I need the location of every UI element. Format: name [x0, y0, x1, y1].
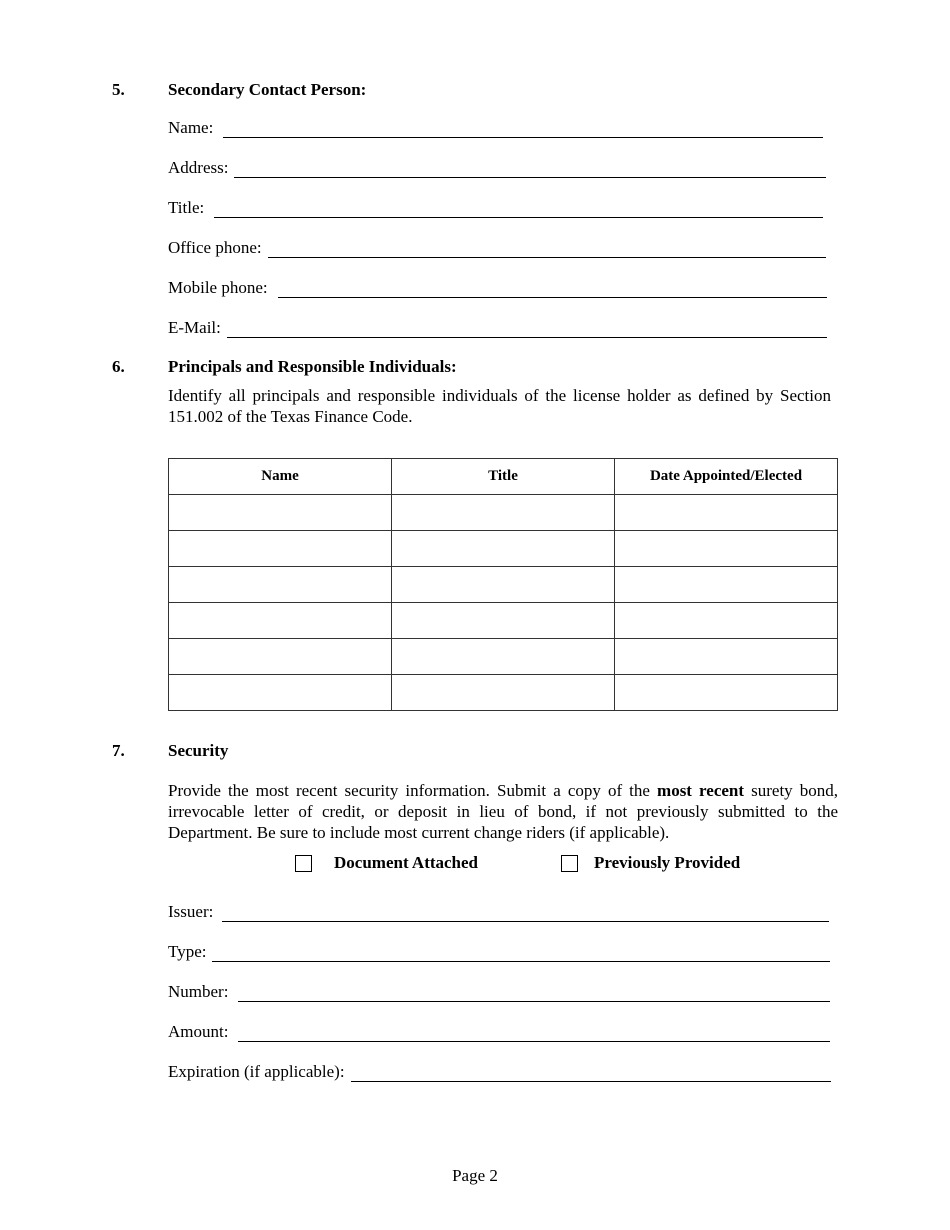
- section-5-number: 5.: [112, 80, 125, 99]
- issuer-label: Issuer:: [168, 902, 214, 921]
- email-line[interactable]: [227, 319, 827, 338]
- table-row: [169, 567, 838, 603]
- title-line[interactable]: [214, 199, 823, 218]
- table-cell[interactable]: [169, 567, 392, 603]
- mobile-phone-field[interactable]: [168, 274, 827, 298]
- table-cell[interactable]: [169, 603, 392, 639]
- table-cell[interactable]: [169, 495, 392, 531]
- office-phone-label: Office phone:: [168, 238, 262, 257]
- section-5-heading: Secondary Contact Person:: [168, 80, 367, 99]
- type-field[interactable]: [168, 938, 830, 962]
- expiration-line[interactable]: [351, 1063, 831, 1082]
- section-7-text-end: surety bond, irrevocable letter of credit, or deposit in lieu of bond, if not previously submitted to the Department. Be sure to include most current change riders (if applicable).: [168, 781, 838, 842]
- mobile-phone-label: Mobile phone:: [168, 278, 268, 297]
- column-header-date: Date Appointed/Elected: [615, 459, 838, 495]
- issuer-field[interactable]: [168, 898, 829, 922]
- table-cell[interactable]: [392, 567, 615, 603]
- table-cell[interactable]: [615, 603, 838, 639]
- address-field[interactable]: [168, 154, 826, 178]
- number-line[interactable]: [238, 983, 830, 1002]
- section-7-number: 7.: [112, 741, 125, 760]
- document-attached-label: Document Attached: [334, 853, 479, 872]
- document-attached-checkbox[interactable]: [295, 855, 312, 872]
- section-7-description: [168, 780, 838, 843]
- name-field[interactable]: [168, 114, 823, 138]
- table-cell[interactable]: [615, 675, 838, 711]
- column-header-title: Title: [392, 459, 615, 495]
- amount-field[interactable]: [168, 1018, 830, 1042]
- section-7-heading: Security: [168, 741, 229, 760]
- title-label: Title:: [168, 198, 205, 217]
- issuer-line[interactable]: [222, 903, 829, 922]
- section-7-text-start: Provide the most recent security information. Submit a copy of the: [168, 781, 658, 800]
- document-attached-option[interactable]: [295, 853, 478, 873]
- previously-provided-label: Previously Provided: [594, 853, 741, 872]
- address-label: Address:: [168, 158, 229, 177]
- number-field[interactable]: [168, 978, 830, 1002]
- type-label: Type:: [168, 942, 207, 961]
- table-row: [169, 675, 838, 711]
- table-cell[interactable]: [169, 531, 392, 567]
- table-cell[interactable]: [615, 639, 838, 675]
- table-header-row: [169, 459, 838, 495]
- title-field[interactable]: [168, 194, 823, 218]
- table-cell[interactable]: [392, 639, 615, 675]
- office-phone-line[interactable]: [268, 239, 826, 258]
- principals-table: [168, 458, 838, 711]
- mobile-phone-line[interactable]: [278, 279, 827, 298]
- number-label: Number:: [168, 982, 229, 1001]
- amount-line[interactable]: [238, 1023, 830, 1042]
- expiration-field[interactable]: [168, 1058, 831, 1082]
- table-cell[interactable]: [392, 603, 615, 639]
- table-cell[interactable]: [615, 531, 838, 567]
- table-row: [169, 531, 838, 567]
- table-row: [169, 495, 838, 531]
- column-header-name: Name: [169, 459, 392, 495]
- table-cell[interactable]: [169, 675, 392, 711]
- table-cell[interactable]: [169, 639, 392, 675]
- table-cell[interactable]: [392, 495, 615, 531]
- section-6-description: Identify all principals and responsible individuals of the license holder as defined by Section 151.002 of the Texas Finance Code.: [168, 386, 831, 426]
- type-line[interactable]: [212, 943, 830, 962]
- section-6-number: 6.: [112, 357, 125, 376]
- name-label: Name:: [168, 118, 214, 137]
- table-cell[interactable]: [615, 567, 838, 603]
- expiration-label: Expiration (if applicable):: [168, 1062, 345, 1081]
- section-7-text-bold: most recent: [657, 781, 745, 800]
- table-cell[interactable]: [392, 675, 615, 711]
- email-field[interactable]: [168, 314, 827, 338]
- amount-label: Amount:: [168, 1022, 229, 1041]
- table-row: [169, 639, 838, 675]
- address-line[interactable]: [234, 159, 826, 178]
- page-number: Page 2: [452, 1166, 498, 1185]
- previously-provided-checkbox[interactable]: [561, 855, 578, 872]
- table-cell[interactable]: [392, 531, 615, 567]
- office-phone-field[interactable]: [168, 234, 826, 258]
- email-label: E-Mail:: [168, 318, 221, 337]
- name-line[interactable]: [223, 119, 823, 138]
- section-6-heading: Principals and Responsible Individuals:: [168, 357, 457, 376]
- table-cell[interactable]: [615, 495, 838, 531]
- previously-provided-option[interactable]: [561, 853, 740, 873]
- table-row: [169, 603, 838, 639]
